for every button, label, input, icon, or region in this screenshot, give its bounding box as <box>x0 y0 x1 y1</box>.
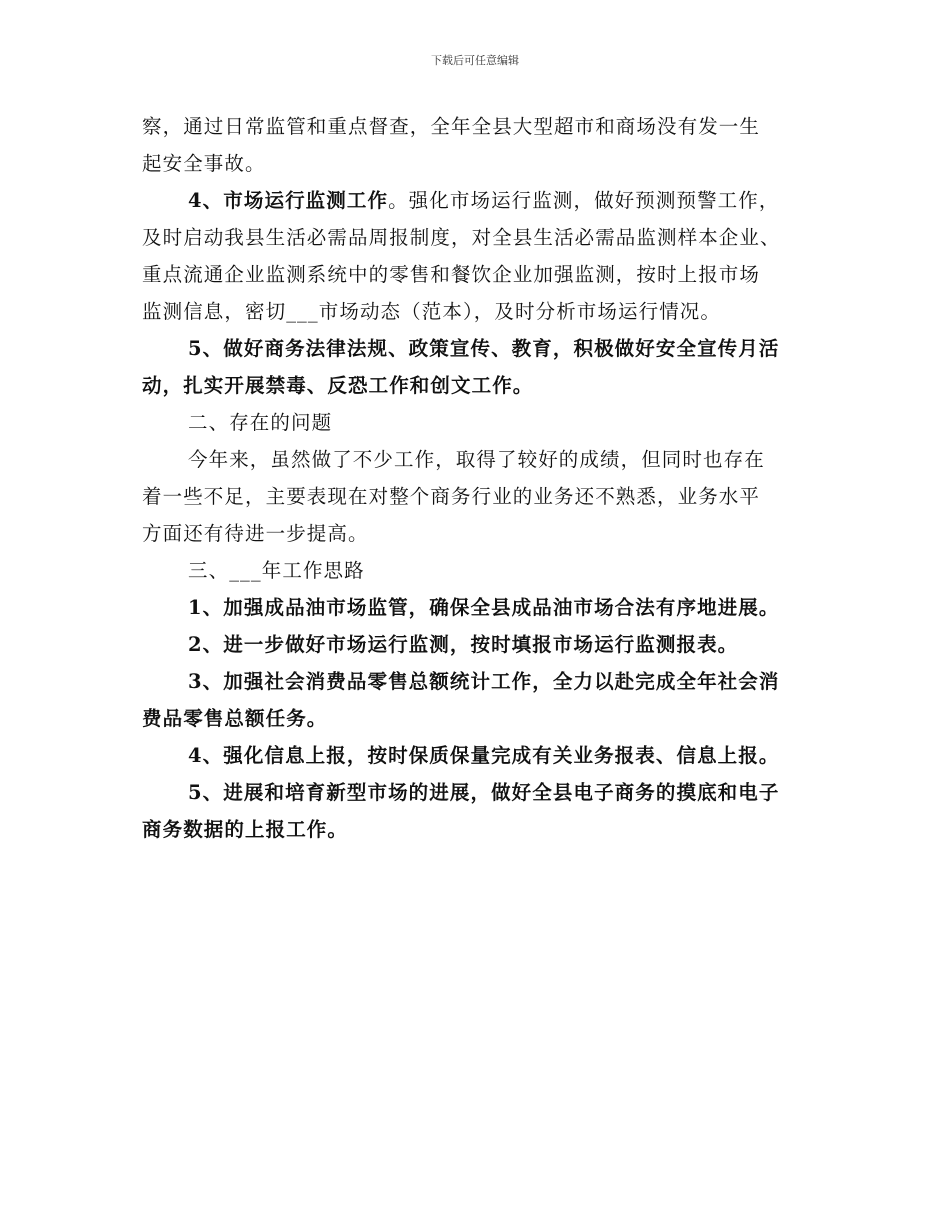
list-item-continuation: 商务数据的上报工作。 <box>142 818 349 841</box>
paragraph-line: 重点流通企业监测系统中的零售和餐饮企业加强监测，按时上报市场 <box>142 263 761 286</box>
paragraph-heading: 4、市场运行监测工作 <box>188 189 389 212</box>
bold-paragraph-line: 动，扎实开展禁毒、反恐工作和创文工作。 <box>142 374 534 397</box>
paragraph-line <box>142 182 822 219</box>
paragraph-line: 及时启动我县生活必需品周报制度，对全县生活必需品监测样本企业、 <box>142 226 781 249</box>
document-body <box>142 108 822 848</box>
list-item: 4、强化信息上报，按时保质保量完成有关业务报表、信息上报。 <box>188 744 780 767</box>
paragraph-line: 起安全事故。 <box>142 152 266 175</box>
section-title: 二、存在的问题 <box>188 411 333 434</box>
paragraph-line: 今年来，虽然做了不少工作，取得了较好的成绩，但同时也存在 <box>188 448 765 471</box>
paragraph-line: 方面还有待进一步提高。 <box>142 522 369 545</box>
list-item: 2、进一步做好市场运行监测，按时填报市场运行监测报表。 <box>188 633 739 656</box>
paragraph-line: 着一些不足，主要表现在对整个商务行业的业务还不熟悉，业务水平 <box>142 485 761 508</box>
list-item: 3、加强社会消费品零售总额统计工作，全力以赴完成全年社会消 <box>188 670 780 693</box>
paragraph-line: 察，通过日常监管和重点督查，全年全县大型超市和商场没有发一生 <box>142 115 761 138</box>
bold-paragraph-line: 5、做好商务法律法规、政策宣传、教育，积极做好安全宣传月活 <box>188 337 780 360</box>
paragraph-text: 。强化市场运行监测，做好预测预警工作， <box>388 189 780 212</box>
page-header: 下载后可任意编辑 <box>431 54 519 67</box>
list-item: 5、进展和培育新型市场的进展，做好全县电子商务的摸底和电子 <box>188 781 780 804</box>
section-title: 三、___年工作思路 <box>188 559 365 582</box>
paragraph-line: 监测信息，密切___市场动态（范本），及时分析市场运行情况。 <box>142 300 722 323</box>
list-item-continuation: 费品零售总额任务。 <box>142 707 328 730</box>
list-item: 1、加强成品油市场监管，确保全县成品油市场合法有序地进展。 <box>188 596 780 619</box>
